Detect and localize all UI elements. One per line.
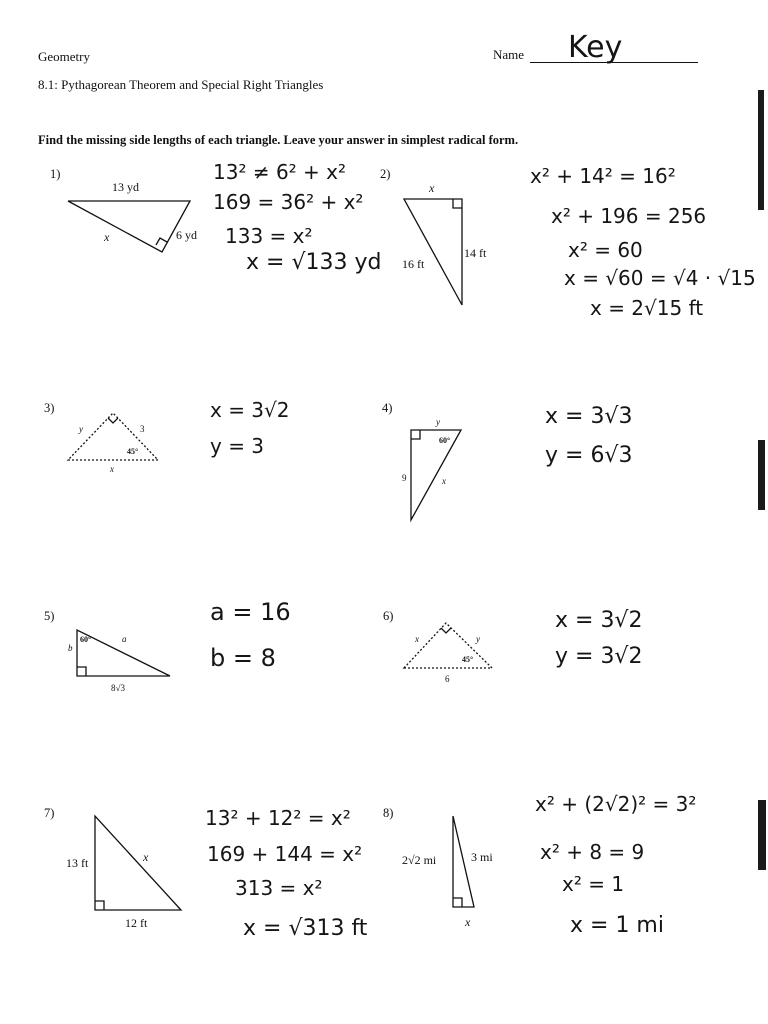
p4-label-angle: 60° (439, 436, 451, 445)
p6-label-base: 6 (445, 674, 450, 684)
right-angle-mark-2 (453, 199, 462, 208)
p3-label-y: y (79, 424, 83, 434)
p6-label-angle: 45° (462, 655, 474, 664)
right-angle-mark-7 (95, 901, 104, 910)
instructions: Find the missing side lengths of each triangle. Leave your answer in simplest radical form. (38, 133, 519, 147)
triangle-6 (404, 623, 492, 668)
p2-work-line-3: x² = 60 (568, 238, 643, 262)
p6-work-line-2: y = 3√2 (555, 644, 643, 669)
p2-work-line-2: x² + 196 = 256 (551, 204, 707, 228)
triangle-7 (95, 816, 181, 910)
p4-label-y: y (436, 417, 440, 427)
right-angle-mark-4 (411, 430, 420, 439)
problem-3-number: 3) (44, 401, 55, 415)
course-title: Geometry (38, 49, 90, 64)
p4-work-line-1: x = 3√3 (545, 404, 633, 429)
p5-label-angle: 60° (80, 635, 92, 644)
p7-work-line-4: x = √313 ft (243, 916, 368, 941)
p2-work-line-1: x² + 14² = 16² (530, 164, 676, 188)
p2-work-line-4: x = √60 = √4 · √15 (564, 266, 756, 290)
p8-label-right: 3 mi (471, 850, 493, 864)
p7-work-line-3: 313 = x² (235, 876, 323, 900)
p1-label-right: 6 yd (176, 228, 197, 242)
right-angle-mark-8 (453, 898, 462, 907)
p1-label-left: x (104, 230, 110, 244)
p1-work-line-4: x = √133 yd (246, 250, 382, 275)
p8-work-line-2: x² + 8 = 9 (540, 840, 645, 864)
p8-work-line-1: x² + (2√2)² = 3² (535, 792, 697, 816)
scan-edge-mark (758, 90, 764, 210)
right-angle-mark-5 (77, 667, 86, 676)
name-label: Name (493, 47, 525, 62)
p5-work-line-2: b = 8 (210, 644, 276, 672)
triangle-1 (68, 201, 190, 252)
p8-work-line-4: x = 1 mi (570, 913, 664, 938)
p6-label-x: x (415, 634, 419, 644)
p3-label-x: x (110, 464, 114, 474)
p4-label-x: x (442, 476, 446, 486)
triangle-4 (411, 430, 461, 520)
p3-work-line-1: x = 3√2 (210, 398, 290, 422)
p7-label-hyp: x (143, 850, 149, 864)
problem-7-number: 7) (44, 806, 55, 820)
p5-work-line-1: a = 16 (210, 598, 291, 626)
p1-work-line-2: 169 = 36² + x² (213, 190, 364, 214)
problem-4-number: 4) (382, 401, 393, 415)
section-title: 8.1: Pythagorean Theorem and Special Right Triangles (38, 77, 324, 92)
p4-work-line-2: y = 6√3 (545, 443, 633, 468)
right-angle-mark-1 (156, 238, 167, 245)
p1-label-top: 13 yd (112, 180, 139, 194)
problem-6-number: 6) (383, 609, 394, 623)
problem-2-number: 2) (380, 167, 391, 181)
p7-label-left: 13 ft (66, 856, 89, 870)
p4-label-nine: 9 (402, 473, 407, 483)
p1-work-line-3: 133 = x² (225, 224, 313, 248)
p2-label-hyp: 16 ft (402, 257, 425, 271)
p1-work-line-1: 13² ≠ 6² + x² (213, 160, 347, 184)
p7-label-base: 12 ft (125, 916, 148, 930)
p2-label-leg: 14 ft (464, 246, 487, 260)
scan-edge-mark (758, 800, 766, 870)
p2-label-top: x (429, 181, 435, 195)
p6-work-line-1: x = 3√2 (555, 608, 643, 633)
problem-1-number: 1) (50, 167, 61, 181)
right-angle-mark-3 (108, 418, 118, 423)
p8-work-line-3: x² = 1 (562, 872, 625, 896)
problem-8-number: 8) (383, 806, 394, 820)
p2-work-line-5: x = 2√15 ft (590, 296, 704, 320)
triangle-3 (68, 413, 158, 460)
problem-5-number: 5) (44, 609, 55, 623)
p7-work-line-2: 169 + 144 = x² (207, 842, 363, 866)
name-value: Key (568, 30, 623, 65)
p6-label-y: y (476, 634, 480, 644)
p8-label-left: 2√2 mi (402, 853, 437, 867)
p3-work-line-2: y = 3 (210, 434, 265, 458)
triangle-2 (404, 199, 462, 305)
p5-label-b: b (68, 643, 73, 653)
p5-label-base: 8√3 (111, 683, 125, 693)
p7-work-line-1: 13² + 12² = x² (205, 806, 351, 830)
p8-label-base: x (465, 915, 471, 929)
right-angle-mark-6 (441, 628, 451, 633)
p3-label-three: 3 (140, 424, 145, 434)
p5-label-a: a (122, 634, 127, 644)
scan-edge-mark (758, 440, 765, 510)
p3-label-angle: 45° (127, 447, 139, 456)
